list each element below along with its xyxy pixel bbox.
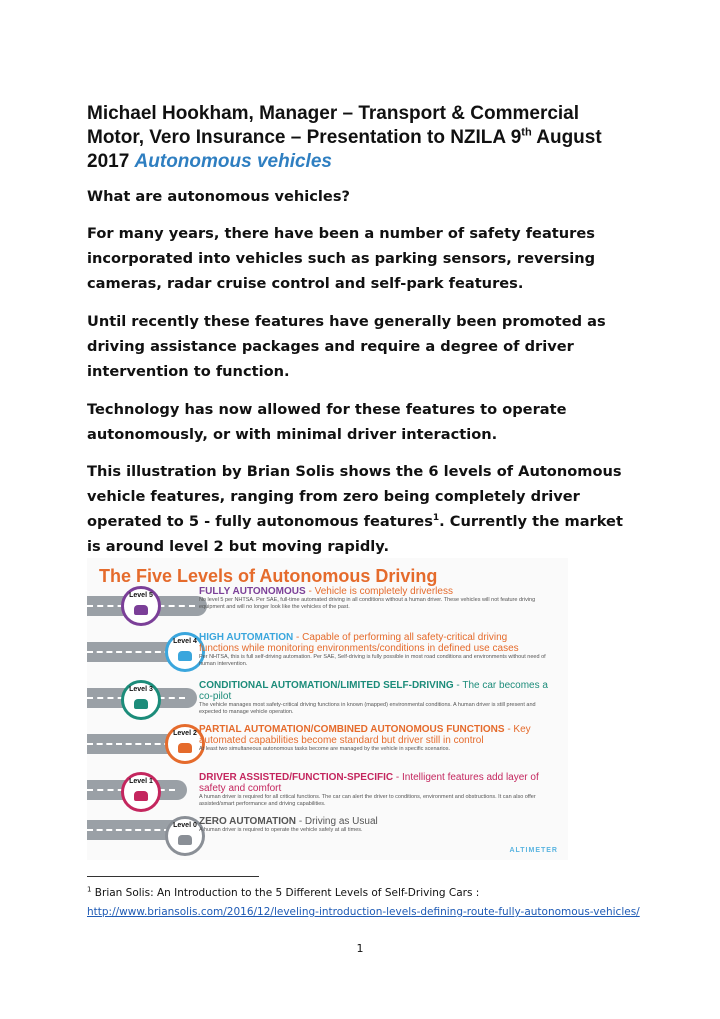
level-name: DRIVER ASSISTED/FUNCTION-SPECIFIC bbox=[199, 772, 394, 783]
level-description: - Capable of performing all safety-critical driving functions while monitoring environments/conditions in defined use cases bbox=[199, 632, 519, 654]
heading-line-1: Michael Hookham, Manager – Transport & Commercial bbox=[87, 103, 580, 124]
paragraph-illustration-end: . Currently the market is around level 2 but moving rapidly. bbox=[87, 513, 623, 555]
paragraph-safety-features: For many years, there have been a number of safety features incorporated into vehicles such as parking sensors, reversing cameras, radar cruise control and self-park features. bbox=[87, 225, 596, 292]
level-detail: The vehicle manages most safety-critical driving functions in known (mapped) environmental conditions. A human driver is still present and expected to manage vehicle operation. bbox=[199, 702, 536, 715]
footnote-reference: 1 bbox=[432, 513, 440, 524]
level-name: ZERO AUTOMATION bbox=[199, 816, 297, 827]
level-0-text bbox=[199, 816, 549, 834]
level-name: CONDITIONAL AUTOMATION/LIMITED SELF-DRIVING bbox=[199, 680, 454, 691]
page-number: 1 bbox=[356, 942, 364, 955]
footnote-number: 1 bbox=[87, 885, 92, 894]
paragraph-assistance: Until recently these features have generally been promoted as driving assistance packages and require a degree of driver intervention to function. bbox=[87, 313, 606, 380]
level-5-row bbox=[119, 586, 559, 626]
level-name: FULLY AUTONOMOUS bbox=[199, 586, 306, 597]
level-badge-label: Level 2 bbox=[173, 730, 197, 737]
level-2-row bbox=[119, 724, 559, 764]
level-badge-label: Level 4 bbox=[173, 638, 197, 645]
level-detail: No level 5 per NHTSA. Per SAE, full-time automated driving in all conditions without a human driver. These vehicles will not feature driving equipment and will no longer look like the vehicles of the past. bbox=[199, 597, 536, 610]
heading-line-3 bbox=[87, 150, 647, 174]
level-detail: Per NHTSA, this is full self-driving automation. Per SAE, Self-driving is fully possible in most road conditions and environments without need of human intervention. bbox=[199, 654, 546, 667]
footnote-divider bbox=[87, 876, 259, 877]
heading-topic: Autonomous vehicles bbox=[134, 151, 332, 172]
level-badge-label: Level 1 bbox=[129, 778, 153, 785]
level-description: - Key automated capabilities become standard but driver still in control bbox=[199, 724, 531, 746]
autonomous-levels-figure bbox=[87, 558, 568, 860]
altimeter-watermark: ALTIMETER bbox=[509, 847, 558, 854]
footnote-citation bbox=[87, 884, 647, 903]
footnote-link[interactable]: http://www.briansolis.com/2016/12/leveling-introduction-levels-defining-route-fully-autonomous-vehicles/ bbox=[87, 906, 640, 918]
level-detail: A human driver is required to operate the vehicle safely at all times. bbox=[199, 827, 363, 833]
level-3-text bbox=[199, 680, 549, 715]
car-icon bbox=[134, 791, 148, 801]
level-name: HIGH AUTOMATION bbox=[199, 632, 294, 643]
paragraph-illustration bbox=[87, 459, 632, 559]
level-1-text bbox=[199, 772, 549, 807]
heading-year: 2017 bbox=[87, 151, 135, 172]
heading-line-2-text: Motor, Vero Insurance – Presentation to NZILA 9 bbox=[87, 127, 522, 148]
level-1-badge bbox=[121, 772, 161, 812]
level-5-text bbox=[199, 586, 549, 610]
heading-line-2 bbox=[87, 126, 647, 150]
level-1-row bbox=[119, 772, 559, 812]
level-2-text bbox=[199, 724, 549, 753]
level-0-row bbox=[119, 816, 559, 856]
level-5-badge bbox=[121, 586, 161, 626]
car-icon bbox=[134, 605, 148, 615]
level-detail: At least two simultaneous autonomous tasks become are managed by the vehicle in specific scenarios. bbox=[199, 746, 450, 752]
car-icon bbox=[178, 743, 192, 753]
car-icon bbox=[178, 835, 192, 845]
level-description: - The car becomes a co-pilot bbox=[199, 680, 548, 702]
car-icon bbox=[178, 651, 192, 661]
figure-title: The Five Levels of Autonomous Driving bbox=[99, 566, 438, 586]
heading-superscript: th bbox=[521, 126, 532, 139]
level-3-badge bbox=[121, 680, 161, 720]
footnote-text: Brian Solis: An Introduction to the 5 Different Levels of Self-Driving Cars : bbox=[91, 887, 480, 899]
car-icon bbox=[134, 699, 148, 709]
level-description: - Vehicle is completely driverless bbox=[308, 586, 453, 597]
footnote bbox=[87, 884, 647, 922]
level-name: PARTIAL AUTOMATION/COMBINED AUTONOMOUS FUNCTIONS bbox=[199, 724, 505, 735]
level-4-text bbox=[199, 632, 549, 667]
level-3-row bbox=[119, 680, 559, 720]
level-description: - Driving as Usual bbox=[298, 816, 378, 827]
level-description: - Intelligent features add layer of safety and comfort bbox=[199, 772, 539, 794]
level-detail: A human driver is required for all critical functions. The car can alert the driver to conditions, environment and obstructions. It can also offer assisted/smart performance and driving capabilities. bbox=[199, 794, 536, 807]
level-badge-label: Level 3 bbox=[129, 686, 153, 693]
paragraph-illustration-text: This illustration by Brian Solis shows the 6 levels of Autonomous vehicle features, ranging from zero being completely driver operated to 5 - fully autonomous features bbox=[87, 463, 622, 530]
level-badge-label: Level 0 bbox=[173, 822, 197, 829]
paragraph-question: What are autonomous vehicles? bbox=[87, 188, 350, 205]
paragraph-technology: Technology has now allowed for these features to operate autonomously, or with minimal driver interaction. bbox=[87, 401, 567, 443]
level-badge-label: Level 5 bbox=[129, 592, 153, 599]
page-heading bbox=[87, 102, 647, 174]
heading-line-2-end: August bbox=[531, 127, 602, 148]
level-4-row bbox=[119, 632, 559, 672]
